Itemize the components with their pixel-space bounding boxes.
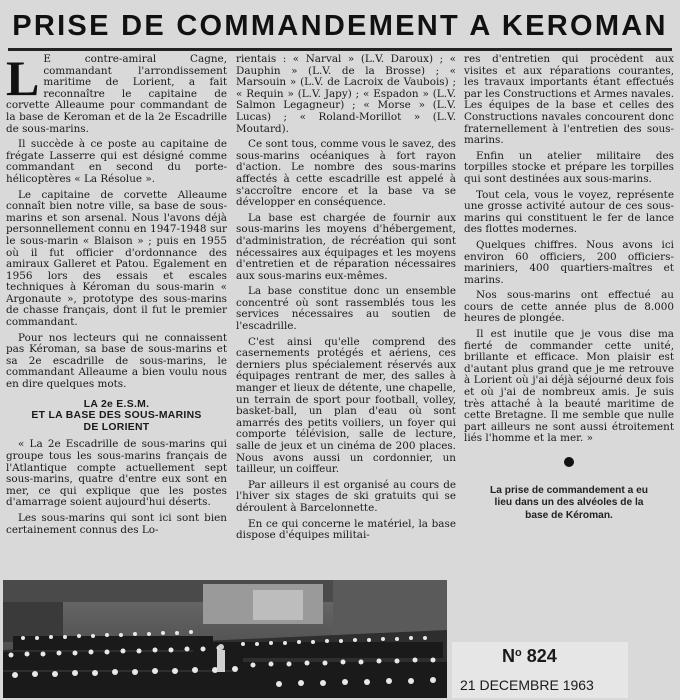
col1-paragraph-1-text: E contre-amiral Cagne, commandant l'arrondissement maritime de Lorient, a fait reconnaître le capitaine de corvette Alleaume pour commandant de la base de Keroman et de la 2e Escadrille de sous-marins. bbox=[6, 54, 227, 135]
issue-number-suffix: o bbox=[515, 647, 522, 659]
col2-paragraph-3: La base est chargée de fournir aux sous-marins les moyens d'hébergement, d'administration, de récréation qui sont nécessaires aux équipages et les moyens d'entretien et de réparation nécessaires aux sous-marins eux-mêmes. bbox=[236, 211, 456, 282]
subheading-line-1: LA 2e E.S.M. bbox=[83, 398, 150, 410]
subheading-line-2: ET LA BASE DES SOUS-MARINS bbox=[31, 410, 202, 422]
ceremony-photo-image bbox=[3, 580, 447, 698]
issue-number-value: 824 bbox=[526, 646, 557, 666]
caption-line-1: La prise de commandement a eu bbox=[490, 485, 648, 496]
ceremony-photo bbox=[3, 580, 447, 698]
drop-cap: L bbox=[6, 54, 40, 106]
col3-paragraph-4: Quelques chiffres. Nous avons ici environ 60 officiers, 200 officiers-mariniers, 400 quartiers-maîtres et marins. bbox=[464, 238, 674, 286]
caption-line-2: lieu dans un des alvéoles de la bbox=[494, 497, 644, 509]
caption-line-3: base de Kéroman. bbox=[525, 509, 613, 521]
col3-paragraph-5: Nos sous-marins ont effectué au cours de cette année plus de 8.000 heures de plongée. bbox=[464, 289, 674, 325]
col3-paragraph-1: res d'entretien qui procèdent aux visites et aux réparations courantes, les travaux importants étant effectués par les Constructions et Armes navales. Les équipes de la base et celles des Constructions navales concourent donc fraternellement à l'entretien des sous-marins. bbox=[464, 54, 674, 147]
title-rule bbox=[8, 48, 672, 51]
col2-paragraph-4: La base constitue donc un ensemble concentré où sont rassemblés tous les services nécessaires au soutien de l'escadrille. bbox=[236, 285, 456, 333]
article-column-3 bbox=[464, 54, 674, 568]
subheading-line-3: DE LORIENT bbox=[83, 421, 150, 433]
col2-paragraph-1: rientais : « Narval » (L.V. Daroux) ; « Dauphin » (L.V. de la Brosse) ; « Marsouin » (L.V. de Lacroix de Vaubois) ; « Requin » (L.V. Japy) ; « Espadon » (L.V. Salmon Legagneur) ; « Morse » (L.V. Lucas) ; « Roland-Morillot » (L.V. Moutard). bbox=[236, 54, 456, 135]
col1-paragraph-6: Les sous-marins qui sont ici sont bien certainement connus des Lo- bbox=[6, 511, 227, 536]
issue-number-prefix: N bbox=[502, 646, 515, 666]
col1-paragraph-1 bbox=[6, 54, 227, 135]
col1-paragraph-2: Il succède à ce poste au capitaine de frégate Lasserre qui est désigné comme commandant en second du porte-hélicoptères « La Résolue ». bbox=[6, 138, 227, 185]
col1-paragraph-3: Le capitaine de corvette Alleaume connaît bien notre ville, sa base de sous-marins et son arsenal. Nous l'avons déjà personnellement connu en 1947-1948 sur le sous-marin « Blaison » ; puis en 1955 où il fut officier d'ordonnance des amiraux Galleret et Patou. Egalement en 1956 lors des essais et escales techniques à Kéroman du sous-marin « Argonaute », prototype des sous-marins de chasse français, dont il fut le premier commandant. bbox=[6, 188, 227, 329]
bullet-separator bbox=[564, 457, 574, 467]
col3-paragraph-2: Enfin un atelier militaire des torpilles stocke et prépare les torpilles qui sont destinées aux sous-marins. bbox=[464, 149, 674, 185]
photo-caption bbox=[464, 485, 674, 522]
article-title: PRISE DE COMMANDEMENT A KEROMAN bbox=[12, 10, 668, 42]
col2-paragraph-2: Ce sont tous, comme vous le savez, des sous-marins océaniques à fort rayon d'action. Le nombre des sous-marins affectés à cette escadrille est appelé à s'accroître encore et la base va se développer en conséquence. bbox=[236, 138, 456, 209]
col3-paragraph-6: Il est inutile que je vous dise ma fierté de commander cette unité, brillante et efficace. Mon plaisir est d'autant plus grand que je me retrouve à Lorient où j'ai déjà séjourné deux fois et où j'ai de nombreux amis. Je suis très attaché à la beauté maritime de cette Bretagne. Il me semble que nulle part ailleurs ne sont aussi étroitement liés l'homme et la mer. » bbox=[464, 328, 674, 445]
col2-paragraph-7: En ce qui concerne le matériel, la base dispose d'équipes militai- bbox=[236, 517, 456, 542]
article-column-1 bbox=[6, 54, 227, 568]
section-subheading bbox=[6, 399, 227, 434]
issue-date: 21 DECEMBRE 1963 bbox=[460, 677, 594, 693]
issue-number bbox=[502, 646, 557, 667]
col2-paragraph-6: Par ailleurs il est organisé au cours de l'hiver six stages de ski gratuits qui se déroulent à Barcelonnette. bbox=[236, 478, 456, 514]
col2-paragraph-5: C'est ainsi qu'elle comprend des casernements protégés et aériens, ces derniers plus spécialement réservés aux équipages rentrant de mer, des salles à manger et lieux de détente, une chapelle, un terrain de sport pour football, volley, basket-ball, un plan d'eau où sont amarrés des petits voiliers, un foyer qui comporte télévision, salle de lecture, salle de jeux et un cinéma de 200 places. Nous avons aussi un cordonnier, un tailleur, un coiffeur. bbox=[236, 335, 456, 476]
col1-paragraph-4: Pour nos lecteurs qui ne connaissent pas Kéroman, sa base de sous-marins et sa 2e escadrille de sous-marins, le commandant Alleaume a bien voulu nous en dire quelques mots. bbox=[6, 331, 227, 391]
col1-paragraph-5: « La 2e Escadrille de sous-marins qui groupe tous les sous-marins français de l'Atlantique compte actuellement sept sous-marins, quatre d'entre eux sont en mer, ce qui explique que les postes d'amarrage soient aujourd'hui déserts. bbox=[6, 438, 227, 509]
article-column-2 bbox=[236, 54, 456, 568]
col3-paragraph-3: Tout cela, vous le voyez, représente une grosse activité autour de ces sous-marins qui constituent le fer de lance des flottes modernes. bbox=[464, 188, 674, 236]
